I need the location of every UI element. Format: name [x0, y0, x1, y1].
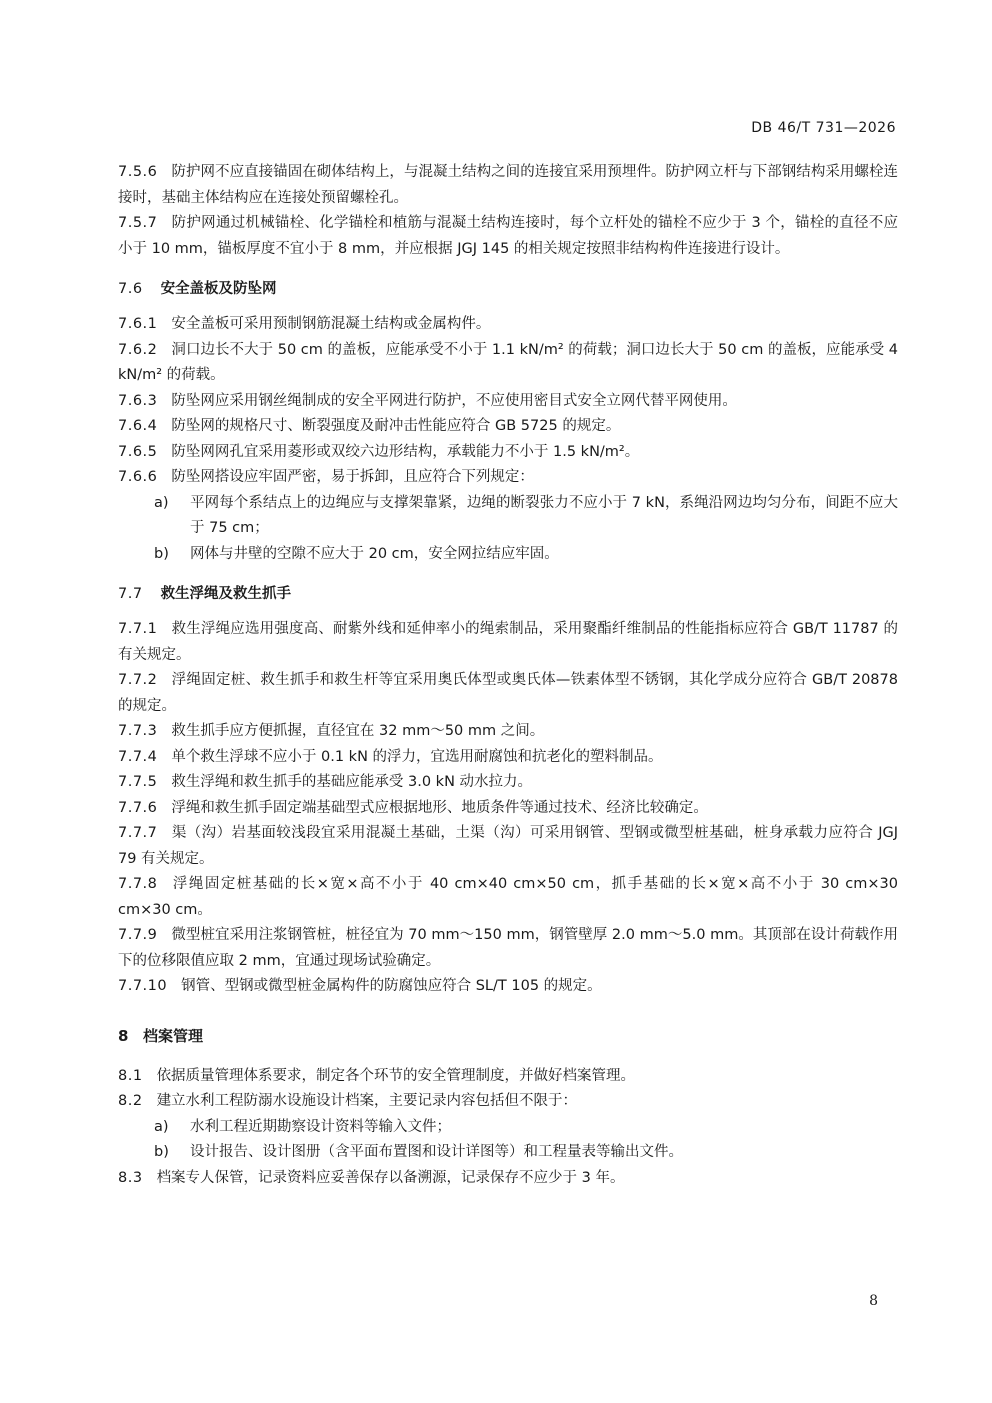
clause-text: 救生浮绳应选用强度高、耐紫外线和延伸率小的绳索制品，采用聚酯纤维制品的性能指标应符合 GB/T 11787 的有关规定。 — [118, 621, 898, 663]
clause-text: 浮绳固定桩、救生抓手和救生杆等宜采用奥氏体型或奥氏体—铁素体型不锈钢，其化学成分应符合 GB/T 20878 的规定。 — [118, 672, 898, 714]
clause-number: 7.5.6 — [118, 164, 158, 180]
clause-number: 7.6.1 — [118, 316, 158, 332]
clause-paragraph — [118, 160, 898, 211]
clause-text: 救生抓手应方便抓握，直径宜在 32 mm～50 mm 之间。 — [171, 723, 545, 739]
clause-number: 7.7.3 — [118, 723, 158, 739]
clause-text: 防坠网网孔宜采用菱形或双绞六边形结构，承载能力不小于 1.5 kN/m²。 — [171, 443, 640, 460]
clause-text: 渠（沟）岩基面较浅段宜采用混凝土基础，土渠（沟）可采用钢管、型钢或微型桩基础，桩身承载力应符合 JGJ 79 有关规定。 — [118, 825, 898, 867]
clause-text: 建立水利工程防溺水设施设计档案，主要记录内容包括但不限于： — [156, 1093, 578, 1109]
chapter-number: 8 — [118, 1026, 129, 1045]
clause-paragraph — [118, 465, 898, 491]
clause-number: 7.5.7 — [118, 215, 158, 231]
clause-text: 防护网不应直接锚固在砌体结构上，与混凝土结构之间的连接宜采用预埋件。防护网立杆与下部钢结构采用螺栓连接时，基础主体结构应在连接处预留螺栓孔。 — [118, 164, 898, 206]
list-marker: a) — [154, 1118, 169, 1135]
clause-number: 7.7.7 — [118, 825, 158, 841]
clause-number: 7.7.9 — [118, 927, 158, 943]
section-number: 7.6 — [118, 281, 143, 297]
clause-number: 7.6.2 — [118, 341, 158, 358]
clause-paragraph — [118, 974, 898, 1000]
section-title: 救生浮绳及救生抓手 — [160, 586, 292, 602]
clause-number: 7.7.1 — [118, 621, 158, 637]
list-item — [118, 542, 898, 568]
list-item — [118, 1115, 898, 1141]
list-item-text: 设计报告、设计图册（含平面布置图和设计详图等）和工程量表等输出文件。 — [190, 1144, 683, 1160]
clause-paragraph — [118, 1064, 898, 1090]
clause-text: 安全盖板可采用预制钢筋混凝土结构或金属构件。 — [171, 316, 491, 332]
clause-text: 防坠网搭设应牢固严密，易于拆卸，且应符合下列规定： — [171, 469, 534, 485]
clause-text: 防坠网的规格尺寸、断裂强度及耐冲击性能应符合 GB 5725 的规定。 — [171, 418, 621, 434]
clause-text: 微型桩宜采用注浆钢管桩，桩径宜为 70 mm～150 mm，钢管壁厚 2.0 mm～5.0 mm。其顶部在设计荷载作用下的位移限值应取 2 mm，宜通过现场试验确定。 — [118, 927, 898, 969]
clause-paragraph — [118, 668, 898, 719]
clause-paragraph — [118, 338, 898, 389]
list-item-text: 水利工程近期勘察设计资料等输入文件； — [190, 1118, 451, 1135]
clause-paragraph — [118, 440, 898, 466]
page-number: 8 — [869, 1293, 878, 1309]
clause-number: 7.7.6 — [118, 799, 158, 816]
clause-number: 7.6.4 — [118, 418, 158, 434]
clause-paragraph — [118, 1166, 898, 1192]
clause-paragraph — [118, 312, 898, 338]
list-item — [118, 491, 898, 542]
section-number: 7.7 — [118, 586, 143, 602]
clause-number: 7.7.8 — [118, 876, 158, 892]
clause-text: 防坠网应采用钢丝绳制成的安全平网进行防护，不应使用密目式安全立网代替平网使用。 — [171, 392, 737, 409]
clause-paragraph — [118, 770, 898, 796]
clause-number: 8.3 — [118, 1169, 143, 1186]
clause-text: 浮绳和救生抓手固定端基础型式应根据地形、地质条件等通过技术、经济比较确定。 — [171, 799, 708, 816]
clause-paragraph — [118, 617, 898, 668]
standard-code: DB 46/T 731—2026 — [751, 120, 896, 136]
clause-paragraph — [118, 414, 898, 440]
clause-number: 8.2 — [118, 1093, 143, 1109]
clause-text: 防护网通过机械锚栓、化学锚栓和植筋与混凝土结构连接时，每个立杆处的锚栓不应少于 3 个，锚栓的直径不应小于 10 mm，锚板厚度不宜小于 8 mm，并应根据 JGJ 145 的相关规定按照非结构构件连接进行设计。 — [118, 215, 898, 257]
clause-text: 依据质量管理体系要求，制定各个环节的安全管理制度，并做好档案管理。 — [156, 1067, 636, 1084]
section-title: 安全盖板及防坠网 — [160, 281, 277, 297]
clause-text: 钢管、型钢或微型桩金属构件的防腐蚀应符合 SL/T 105 的规定。 — [181, 978, 602, 994]
clause-number: 7.7.10 — [118, 978, 168, 994]
list-marker: a) — [154, 494, 169, 511]
clause-number: 8.1 — [118, 1067, 143, 1084]
clause-paragraph — [118, 719, 898, 745]
section-heading — [118, 581, 898, 607]
clause-paragraph — [118, 211, 898, 262]
clause-text: 浮绳固定桩基础的长×宽×高不小于 40 cm×40 cm×50 cm，抓手基础的长×宽×高不小于 30 cm×30 cm×30 cm。 — [118, 876, 898, 918]
clause-paragraph — [118, 923, 898, 974]
chapter-title: 档案管理 — [142, 1026, 203, 1045]
clause-paragraph — [118, 796, 898, 822]
clause-text: 洞口边长不大于 50 cm 的盖板，应能承受不小于 1.1 kN/m² 的荷载；洞口边长大于 50 cm 的盖板，应能承受 4 kN/m² 的荷载。 — [118, 341, 898, 383]
list-marker: b) — [154, 545, 169, 562]
list-item-text: 网体与井壁的空隙不应大于 20 cm，安全网拉结应牢固。 — [190, 545, 559, 562]
list-marker: b) — [154, 1144, 169, 1160]
clause-text: 档案专人保管，记录资料应妥善保存以备溯源，记录保存不应少于 3 年。 — [156, 1169, 625, 1186]
clause-number: 7.6.3 — [118, 392, 158, 409]
clause-paragraph — [118, 745, 898, 771]
clause-number: 7.6.5 — [118, 443, 158, 460]
list-item-text: 平网每个系结点上的边绳应与支撑架靠紧，边绳的断裂张力不应小于 7 kN，系绳沿网边均匀分布，间距不应大于 75 cm； — [190, 494, 898, 536]
clause-text: 单个救生浮球不应小于 0.1 kN 的浮力，宜选用耐腐蚀和抗老化的塑料制品。 — [171, 748, 663, 765]
clause-number: 7.7.2 — [118, 672, 158, 688]
clause-paragraph — [118, 872, 898, 923]
clause-number: 7.7.4 — [118, 748, 158, 765]
clause-text: 救生浮绳和救生抓手的基础应能承受 3.0 kN 动水拉力。 — [171, 774, 533, 790]
clause-number: 7.6.6 — [118, 469, 158, 485]
chapter-heading — [118, 1022, 898, 1050]
list-item — [118, 1140, 898, 1166]
clause-paragraph — [118, 1089, 898, 1115]
document-body — [118, 160, 898, 1191]
section-heading — [118, 276, 898, 302]
clause-paragraph — [118, 389, 898, 415]
clause-number: 7.7.5 — [118, 774, 158, 790]
clause-paragraph — [118, 821, 898, 872]
